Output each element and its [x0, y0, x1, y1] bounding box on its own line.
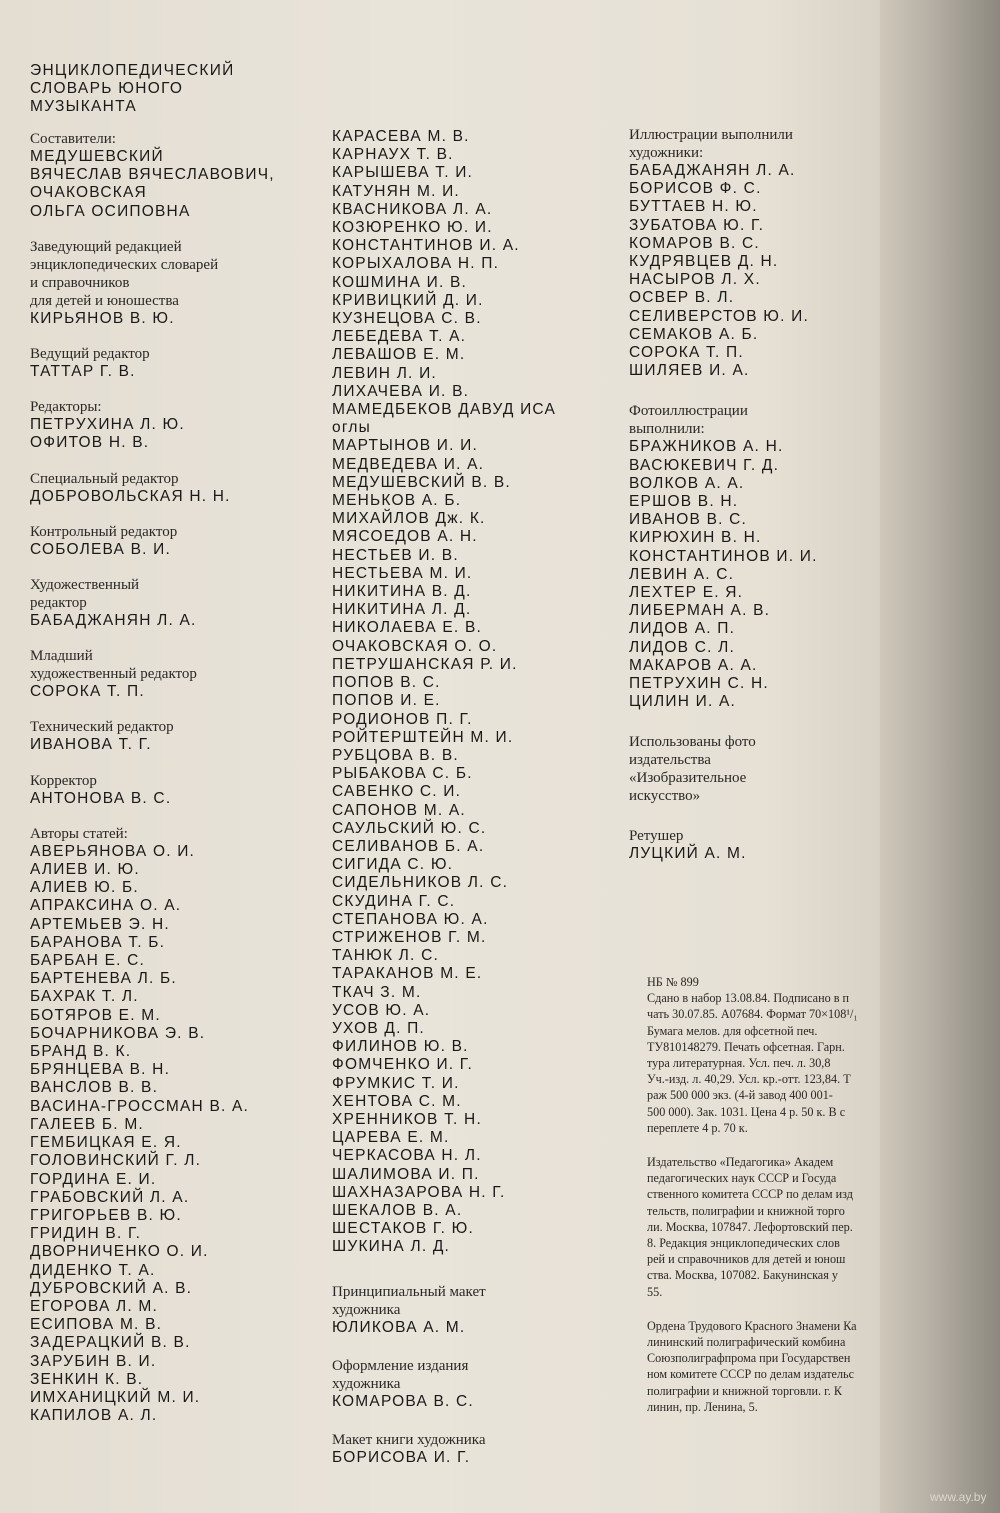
- person-name: САУЛЬСКИЙ Ю. С.: [332, 819, 487, 837]
- person-name: ГЕМБИЦКАЯ Е. Я.: [30, 1134, 182, 1152]
- person-name: ИВАНОВ В. С.: [629, 511, 748, 529]
- person-name: РОЙТЕРШТЕЙН М. И.: [332, 728, 514, 746]
- column-right: [629, 126, 879, 1414]
- imprint-line: линин, пр. Ленина, 5.: [647, 1399, 758, 1414]
- credit-block: [30, 825, 325, 1426]
- person-name: ДУБРОВСКИЙ А. В.: [30, 1279, 193, 1297]
- person-name: АПРАКСИНА О. А.: [30, 897, 182, 915]
- imprint-line: НБ № 899: [647, 975, 699, 989]
- person-name: БУТТАЕВ Н. Ю.: [629, 198, 758, 216]
- imprint-line: тельств, полиграфии и книжной торго: [647, 1203, 845, 1218]
- person-name: НИКИТИНА Л. Д.: [332, 601, 472, 619]
- imprint-line: ли. Москва, 107847. Лефортовский пер.: [647, 1219, 853, 1234]
- role-label: Контрольный редактор: [30, 523, 178, 540]
- person-name: СЕЛИВАНОВ Б. А.: [332, 837, 485, 855]
- person-name: СОРОКА Т. П.: [30, 683, 145, 701]
- credit-block: [629, 126, 879, 380]
- credits-left: [30, 130, 325, 1425]
- person-name: ЗУБАТОВА Ю. Г.: [629, 216, 765, 234]
- person-name: ТАРАКАНОВ М. Е.: [332, 965, 483, 983]
- person-name: КАТУНЯН М. И.: [332, 182, 460, 200]
- role-label: Макет книги художника: [332, 1432, 486, 1448]
- person-name: ТАТТАР Г. В.: [30, 363, 136, 381]
- person-name: МАРТЫНОВ И. И.: [332, 437, 478, 455]
- person-name: ТАНЮК Л. С.: [332, 947, 439, 965]
- person-name: ОЧАКОВСКАЯ О. О.: [332, 637, 498, 655]
- person-name: АЛИЕВ Ю. Б.: [30, 879, 139, 897]
- person-name: ПЕТРУХИН С. Н.: [629, 675, 769, 693]
- person-name: АНТОНОВА В. С.: [30, 789, 172, 807]
- person-name: ЗАРУБИН В. И.: [30, 1352, 157, 1370]
- person-name: ЮЛИКОВА А. М.: [332, 1318, 466, 1336]
- role-label: художника: [332, 1301, 401, 1318]
- person-name: НЕСТЬЕВА М. И.: [332, 564, 473, 582]
- person-name: КУДРЯВЦЕВ Д. Н.: [629, 253, 779, 271]
- imprint-paragraph: [647, 974, 858, 1136]
- imprint-line: Бумага мелов. для офсетной печ.: [647, 1023, 818, 1038]
- person-name: ДВОРНИЧЕНКО О. И.: [30, 1243, 209, 1261]
- credit-block: [30, 772, 325, 808]
- imprint-line: 55.: [647, 1284, 663, 1299]
- role-label: Принципиальный макет: [332, 1283, 486, 1300]
- person-name: КВАСНИКОВА Л. А.: [332, 200, 493, 218]
- person-name: ФРУМКИС Т. И.: [332, 1074, 460, 1092]
- imprint-line: Издательство «Педагогика» Академ: [647, 1155, 834, 1170]
- person-name: КАРЫШЕВА Т. И.: [332, 164, 474, 182]
- person-name: ШИЛЯЕВ И. А.: [629, 362, 750, 380]
- role-label: Авторы статей:: [30, 825, 128, 842]
- person-name: МЕДУШЕВСКИЙ: [30, 148, 164, 165]
- person-name: СКУДИНА Г. С.: [332, 892, 456, 910]
- person-name: ПЕТРУХИНА Л. Ю.: [30, 416, 185, 434]
- imprint-line: Уч.-изд. л. 40,29. Усл. кр.-отт. 123,84. Т: [647, 1072, 851, 1087]
- person-name: ЕГОРОВА Л. М.: [30, 1297, 159, 1315]
- role-label: Редакторы:: [30, 399, 102, 416]
- imprint-line: тура литературная. Усл. печ. л. 30,8: [647, 1056, 831, 1071]
- role-label: художника: [332, 1375, 401, 1392]
- person-name: КИРЮХИН В. Н.: [629, 529, 762, 547]
- credit-block: [30, 576, 325, 630]
- credits-design: [332, 1283, 622, 1468]
- imprint-line: Союзполиграфпрома при Государствен: [647, 1351, 851, 1366]
- person-name: ОСВЕР В. Л.: [629, 289, 735, 307]
- person-name: СЕМАКОВ А. Б.: [629, 325, 759, 343]
- person-name: НАСЫРОВ Л. Х.: [629, 271, 761, 289]
- person-name: АРТЕМЬЕВ Э. Н.: [30, 915, 170, 933]
- person-name: СИГИДА С. Ю.: [332, 856, 454, 874]
- imprint-line: раж 500 000 экз. (4-й завод 400 001-: [647, 1088, 833, 1103]
- person-name: СИДЕЛЬНИКОВ Л. С.: [332, 874, 509, 892]
- role-label: Технический редактор: [30, 719, 174, 736]
- imprint-line: 8. Редакция энциклопедических слов: [647, 1236, 840, 1251]
- person-name: ВОЛКОВ А. А.: [629, 474, 745, 492]
- person-name: ШУКИНА Л. Д.: [332, 1238, 451, 1256]
- person-name: ГАЛЕЕВ Б. М.: [30, 1115, 144, 1133]
- imprint-paragraph: [647, 1154, 858, 1300]
- role-label: искусство»: [629, 788, 701, 805]
- person-name: ГРИГОРЬЕВ В. Ю.: [30, 1206, 182, 1224]
- credit-block: [30, 130, 325, 221]
- person-name: КАРАСЕВА М. В.: [332, 128, 470, 145]
- person-name: АВЕРЬЯНОВА О. И.: [30, 842, 196, 860]
- person-name: РУБЦОВА В. В.: [332, 746, 459, 764]
- role-label: и справочников: [30, 274, 130, 291]
- person-name: КОМАРОВ В. С.: [629, 234, 760, 252]
- person-name: КОЗЮРЕНКО Ю. И.: [332, 219, 493, 237]
- person-name: ГОРДИНА Е. И.: [30, 1170, 157, 1188]
- role-label: Художественный: [30, 577, 140, 594]
- person-name: КРИВИЦКИЙ Д. И.: [332, 291, 484, 309]
- person-name: УХОВ Д. П.: [332, 1019, 425, 1037]
- person-name: СТРИЖЕНОВ Г. М.: [332, 928, 487, 946]
- imprint-line: ственного комитета СССР по делам изд: [647, 1187, 853, 1202]
- person-name: ЛЕБЕДЕВА Т. А.: [332, 328, 467, 346]
- person-name: БОРИСОВА И. Г.: [332, 1449, 471, 1466]
- person-name: МЕДУШЕВСКИЙ В. В.: [332, 473, 511, 491]
- person-name: КИРЬЯНОВ В. Ю.: [30, 309, 175, 327]
- role-label: Использованы фото: [629, 734, 756, 751]
- person-name: ДИДЕНКО Т. А.: [30, 1261, 156, 1279]
- person-name: ЛУЦКИЙ А. М.: [629, 845, 747, 863]
- watermark: www.ay.by: [930, 1490, 987, 1504]
- role-label: Оформление издания: [332, 1357, 469, 1374]
- book-title: [30, 62, 325, 116]
- person-name: ШАЛИМОВА И. П.: [332, 1165, 480, 1183]
- person-name: ЗЕНКИН К. В.: [30, 1370, 144, 1388]
- imprint-line: Сдано в набор 13.08.84. Подписано в п: [647, 991, 850, 1006]
- person-name: БРАНД В. К.: [30, 1043, 132, 1061]
- imprint-line: полиграфии и книжной торговли. г. К: [647, 1383, 842, 1398]
- person-name: ГРИДИН В. Г.: [30, 1225, 142, 1243]
- credit-block: [30, 718, 325, 754]
- column-left: [30, 62, 325, 1442]
- person-name: БАРАНОВА Т. Б.: [30, 933, 166, 951]
- person-name: САПОНОВ М. А.: [332, 801, 466, 819]
- person-name: ФИЛИНОВ Ю. В.: [332, 1038, 469, 1056]
- column-middle: [332, 128, 622, 1487]
- person-name: КОНСТАНТИНОВ И. И.: [629, 547, 818, 565]
- person-name: МЕДВЕДЕВА И. А.: [332, 455, 485, 473]
- person-name: БАБАДЖАНЯН Л. А.: [629, 162, 796, 179]
- role-label: для детей и юношества: [30, 292, 179, 309]
- person-name: НЕСТЬЕВ И. В.: [332, 546, 459, 564]
- imprint-line: лининский полиграфический комбина: [647, 1335, 846, 1350]
- person-name: ОФИТОВ Н. В.: [30, 434, 150, 452]
- imprint-line: педагогических наук СССР и Госуда: [647, 1171, 837, 1186]
- person-name: ФОМЧЕНКО И. Г.: [332, 1056, 474, 1074]
- person-name: СОРОКА Т. П.: [629, 344, 744, 362]
- credit-block: [629, 402, 879, 711]
- person-name: ГРАБОВСКИЙ Л. А.: [30, 1188, 190, 1206]
- person-name: КАПИЛОВ А. Л.: [30, 1407, 158, 1425]
- imprint-line: ТУ810148279. Печать офсетная. Гарн.: [647, 1039, 845, 1054]
- person-name: ЦИЛИН И. А.: [629, 693, 737, 711]
- title-line: ЭНЦИКЛОПЕДИЧЕСКИЙ: [30, 62, 235, 79]
- role-label: Составители:: [30, 131, 116, 147]
- next-page-edge: [880, 0, 1000, 1513]
- person-name: МАКАРОВ А. А.: [629, 656, 758, 674]
- role-label: издательства: [629, 752, 711, 769]
- person-name: БАРБАН Е. С.: [30, 952, 146, 970]
- person-name: СОБОЛЕВА В. И.: [30, 540, 171, 558]
- person-name: НИКИТИНА В. Д.: [332, 583, 472, 601]
- person-name: КОМАРОВА В. С.: [332, 1392, 474, 1410]
- person-name: ЛИБЕРМАН А. В.: [629, 602, 771, 620]
- person-name: ВАСЮКЕВИЧ Г. Д.: [629, 456, 780, 474]
- title-line: МУЗЫКАНТА: [30, 98, 138, 115]
- person-name: ЛЕВИН Л. И.: [332, 364, 437, 382]
- role-label: выполнили:: [629, 421, 705, 438]
- person-name: СТЕПАНОВА Ю. А.: [332, 910, 489, 928]
- person-name: ЛЕВИН А. С.: [629, 565, 735, 583]
- person-name: КУЗНЕЦОВА С. В.: [332, 310, 482, 328]
- person-name: ПЕТРУШАНСКАЯ Р. И.: [332, 655, 518, 673]
- role-label: «Изобразительное: [629, 770, 747, 787]
- role-label: Ретушер: [629, 828, 684, 845]
- person-name: МЯСОЕДОВ А. Н.: [332, 528, 478, 546]
- imprint-line: Ордена Трудового Красного Знамени Ка: [647, 1318, 857, 1333]
- person-name: БОРИСОВ Ф. С.: [629, 180, 762, 198]
- person-name: ВАСИНА-ГРОССМАН В. А.: [30, 1097, 250, 1115]
- person-name: АЛИЕВ И. Ю.: [30, 861, 140, 879]
- person-name: САВЕНКО С. И.: [332, 783, 462, 801]
- person-name: ЧЕРКАСОВА Н. Л.: [332, 1147, 482, 1165]
- person-name: НИКОЛАЕВА Е. В.: [332, 619, 482, 637]
- person-name: ЗАДЕРАЦКИЙ В. В.: [30, 1334, 191, 1352]
- person-name: БОЧАРНИКОВА Э. В.: [30, 1024, 206, 1042]
- person-name: РОДИОНОВ П. Г.: [332, 710, 473, 728]
- role-label: художники:: [629, 145, 704, 161]
- person-name: ИМХАНИЦКИЙ М. И.: [30, 1388, 201, 1406]
- credit-block: [332, 1431, 622, 1467]
- role-label: Специальный редактор: [30, 470, 179, 487]
- person-name: ПОПОВ В. С.: [332, 674, 441, 692]
- person-name: МАМЕДБЕКОВ ДАВУД ИСА: [332, 401, 557, 419]
- person-name: КАРНАУХ Т. В.: [332, 146, 454, 164]
- credit-block: [30, 238, 325, 328]
- imprint-line: чать 30.07.85. А07684. Формат 70×108¹/₁: [647, 1007, 858, 1022]
- person-name: СЕЛИВЕРСТОВ Ю. И.: [629, 307, 809, 325]
- person-name: ЦАРЕВА Е. М.: [332, 1129, 450, 1147]
- person-name: ИВАНОВА Т. Г.: [30, 736, 152, 754]
- person-name: ГОЛОВИНСКИЙ Г. Л.: [30, 1152, 202, 1170]
- person-name: БОТЯРОВ Е. М.: [30, 1006, 161, 1024]
- role-label: Заведующий редакцией: [30, 238, 182, 255]
- person-name: оглы: [332, 419, 371, 437]
- person-name: МИХАЙЛОВ Дж. К.: [332, 510, 486, 528]
- person-name: ШЕСТАКОВ Г. Ю.: [332, 1220, 474, 1238]
- imprint: [647, 974, 858, 1433]
- person-name: ВЯЧЕСЛАВ ВЯЧЕСЛАВОВИЧ,: [30, 166, 275, 184]
- title-line: СЛОВАРЬ ЮНОГО: [30, 80, 184, 97]
- person-name: ЕСИПОВА М. В.: [30, 1316, 163, 1334]
- credit-block: [629, 733, 879, 805]
- person-name: ЛИДОВ С. Л.: [629, 638, 735, 656]
- person-name: ХРЕННИКОВ Т. Н.: [332, 1110, 482, 1128]
- person-name: БРЯНЦЕВА В. Н.: [30, 1061, 171, 1079]
- role-label: Младший: [30, 648, 93, 665]
- credit-block: [332, 1283, 622, 1337]
- imprint-line: переплете 4 р. 70 к.: [647, 1120, 748, 1135]
- role-label: энциклопедических словарей: [30, 256, 219, 273]
- credit-block: [30, 647, 325, 701]
- person-name: ЛЕВАШОВ Е. М.: [332, 346, 466, 364]
- role-label: Корректор: [30, 772, 97, 789]
- person-name: ШАХНАЗАРОВА Н. Г.: [332, 1183, 506, 1201]
- imprint-line: 500 000). Зак. 1031. Цена 4 р. 50 к. В с: [647, 1104, 846, 1119]
- imprint-line: ном комитете СССР по делам издательс: [647, 1367, 854, 1382]
- person-name: КОШМИНА И. В.: [332, 273, 468, 291]
- role-label: Фотоиллюстрации: [629, 403, 748, 420]
- credit-block: [30, 523, 325, 559]
- person-name: ОЧАКОВСКАЯ: [30, 184, 147, 202]
- credits-illustrators: [629, 126, 879, 864]
- person-name: ТКАЧ З. М.: [332, 983, 422, 1001]
- role-label: редактор: [30, 595, 87, 612]
- person-name: КОРЫХАЛОВА Н. П.: [332, 255, 500, 273]
- person-name: ДОБРОВОЛЬСКАЯ Н. Н.: [30, 487, 231, 505]
- credit-block: [332, 1357, 622, 1411]
- imprint-paragraph: [647, 1318, 858, 1415]
- credit-block: [30, 398, 325, 452]
- person-name: БРАЖНИКОВ А. Н.: [629, 438, 784, 456]
- authors-continued: [332, 128, 622, 1257]
- credit-block: [629, 827, 879, 863]
- person-name: БАБАДЖАНЯН Л. А.: [30, 612, 197, 630]
- person-name: РЫБАКОВА С. Б.: [332, 765, 473, 783]
- person-name: ЛИДОВ А. П.: [629, 620, 736, 638]
- person-name: МЕНЬКОВ А. Б.: [332, 492, 462, 510]
- person-name: УСОВ Ю. А.: [332, 1001, 431, 1019]
- imprint-line: ства. Москва, 107082. Бакунинская у: [647, 1268, 838, 1283]
- person-name: ВАНСЛОВ В. В.: [30, 1079, 159, 1097]
- person-name: ОЛЬГА ОСИПОВНА: [30, 202, 191, 220]
- credit-block: [30, 345, 325, 381]
- person-name: БАРТЕНЕВА Л. Б.: [30, 970, 177, 988]
- person-name: ШЕКАЛОВ В. А.: [332, 1201, 463, 1219]
- role-label: Иллюстрации выполнили: [629, 127, 793, 143]
- person-name: ХЕНТОВА С. М.: [332, 1092, 462, 1110]
- credit-block: [30, 470, 325, 506]
- person-name: ЛИХАЧЕВА И. В.: [332, 382, 470, 400]
- person-name: ЕРШОВ В. Н.: [629, 493, 739, 511]
- person-name: ПОПОВ И. Е.: [332, 692, 441, 710]
- person-name: КОНСТАНТИНОВ И. А.: [332, 237, 520, 255]
- role-label: художественный редактор: [30, 666, 197, 683]
- person-name: ЛЕХТЕР Е. Я.: [629, 584, 744, 602]
- person-name: БАХРАК Т. Л.: [30, 988, 139, 1006]
- role-label: Ведущий редактор: [30, 346, 150, 363]
- imprint-line: рей и справочников для детей и юнош: [647, 1252, 846, 1267]
